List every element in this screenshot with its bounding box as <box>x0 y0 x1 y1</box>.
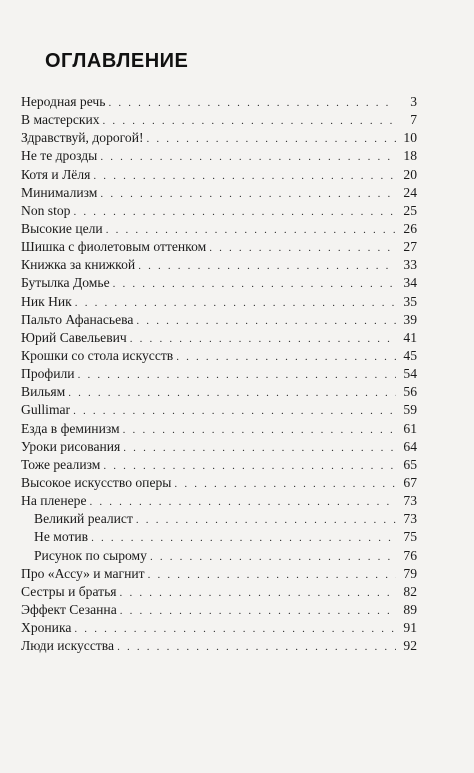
dot-leader <box>78 366 396 384</box>
toc-entry <box>21 220 417 238</box>
dot-leader <box>89 493 396 511</box>
toc-page-number: 75 <box>403 529 417 545</box>
dot-leader <box>150 548 396 566</box>
toc-entry <box>21 438 417 456</box>
dot-leader <box>93 167 396 185</box>
toc-entry-title: Книжка за книжкой <box>21 257 136 273</box>
toc-subentry <box>21 547 417 565</box>
dot-leader <box>74 620 396 638</box>
toc-page-number: 7 <box>410 112 417 128</box>
toc-entry-title: В мастерских <box>21 112 100 128</box>
dot-leader <box>138 257 396 275</box>
toc-entry <box>21 147 417 165</box>
toc-page-number: 20 <box>403 166 417 182</box>
dot-leader <box>209 239 396 257</box>
toc-entry <box>21 184 417 202</box>
toc-page-number: 41 <box>403 329 417 345</box>
toc-entry-title: Пальто Афанасьева <box>21 311 134 327</box>
toc-entry <box>21 311 417 329</box>
toc-entry <box>21 601 417 619</box>
toc-entry <box>21 202 417 220</box>
dot-leader <box>68 384 396 402</box>
toc-entry <box>21 347 417 365</box>
toc-entry-title: Бутылка Домье <box>21 275 110 291</box>
toc-entry-title: Котя и Лёля <box>21 166 91 182</box>
toc-entry-title: Gullimar <box>21 402 71 418</box>
toc-entry-title: Не мотив <box>34 529 89 545</box>
toc-entry <box>21 93 417 111</box>
toc-entry-title: Здравствуй, дорогой! <box>21 130 144 146</box>
toc-page-number: 59 <box>403 402 417 418</box>
dot-leader <box>73 402 396 420</box>
dot-leader <box>100 148 396 166</box>
toc-entry <box>21 365 417 383</box>
dot-leader <box>91 529 396 547</box>
toc-page-number: 65 <box>403 456 417 472</box>
toc-page-number: 35 <box>403 293 417 309</box>
toc-entry <box>21 565 417 583</box>
toc-page-number: 56 <box>403 384 417 400</box>
dot-leader <box>148 566 396 584</box>
toc-page-number: 26 <box>403 220 417 236</box>
toc-entry <box>21 619 417 637</box>
toc-page-number: 39 <box>403 311 417 327</box>
toc-entry <box>21 492 417 510</box>
page-title: ОГЛАВЛЕНИЕ <box>45 50 189 72</box>
dot-leader <box>136 312 396 330</box>
toc-entry-title: Уроки рисования <box>21 438 121 454</box>
toc-subentry <box>21 510 417 528</box>
dot-leader <box>174 475 396 493</box>
toc-entry-title: Не те дрозды <box>21 148 98 164</box>
toc-entry-title: Non stop <box>21 202 71 218</box>
dot-leader <box>73 203 396 221</box>
dot-leader <box>176 348 396 366</box>
dot-leader <box>103 457 396 475</box>
toc-entry-title: На пленере <box>21 493 87 509</box>
toc-entry <box>21 293 417 311</box>
toc-entry-title: Ник Ник <box>21 293 72 309</box>
dot-leader <box>130 330 396 348</box>
toc-entry <box>21 401 417 419</box>
toc-page-number: 64 <box>403 438 417 454</box>
dot-leader <box>123 421 396 439</box>
toc-entry-title: Эффект Сезанна <box>21 601 117 617</box>
dot-leader <box>106 221 396 239</box>
toc-entry-title: Крошки со стола искусств <box>21 347 174 363</box>
toc-entry-title: Высокое искусство оперы <box>21 474 172 490</box>
toc-entry <box>21 274 417 292</box>
toc-entry-title: Люди искусства <box>21 638 115 654</box>
toc-page-number: 54 <box>403 366 417 382</box>
toc-entry <box>21 129 417 147</box>
toc-subentry <box>21 528 417 546</box>
dot-leader <box>108 94 396 112</box>
toc-entry-title: Вильям <box>21 384 66 400</box>
toc-page-number: 89 <box>403 601 417 617</box>
dot-leader <box>120 584 396 602</box>
toc-entry <box>21 637 417 655</box>
toc-page-number: 18 <box>403 148 417 164</box>
toc-page-number: 91 <box>403 620 417 636</box>
toc-page-number: 61 <box>403 420 417 436</box>
toc-entry-title: Езда в феминизм <box>21 420 120 436</box>
toc-entry <box>21 383 417 401</box>
toc-entry-title: Тоже реализм <box>21 456 101 472</box>
toc-entry-title: Минимализм <box>21 184 98 200</box>
toc-entry-title: Про «Ассу» и магнит <box>21 565 145 581</box>
dot-leader <box>120 602 396 620</box>
toc-entry <box>21 420 417 438</box>
toc-entry-title: Хроника <box>21 620 72 636</box>
toc-entry <box>21 111 417 129</box>
toc-entry <box>21 256 417 274</box>
toc-page-number: 10 <box>403 130 417 146</box>
toc-entry <box>21 166 417 184</box>
toc-page-number: 24 <box>403 184 417 200</box>
toc-entry-title: Профили <box>21 366 75 382</box>
toc-page-number: 34 <box>403 275 417 291</box>
toc-page-number: 76 <box>403 547 417 563</box>
toc-entry-title: Неродная речь <box>21 94 106 109</box>
toc-entry <box>21 329 417 347</box>
dot-leader <box>147 130 397 148</box>
toc-page-number: 45 <box>403 347 417 363</box>
toc-page-number: 25 <box>403 202 417 218</box>
toc-entry-title: Высокие цели <box>21 220 103 236</box>
table-of-contents <box>21 93 417 655</box>
toc-entry-title: Рисунок по сырому <box>34 547 147 563</box>
dot-leader <box>123 439 396 457</box>
dot-leader <box>103 112 396 130</box>
dot-leader <box>100 185 396 203</box>
toc-page-number: 67 <box>403 474 417 490</box>
toc-entry-title: Великий реалист <box>34 511 133 527</box>
dot-leader <box>75 294 396 312</box>
toc-page-number: 79 <box>403 565 417 581</box>
dot-leader <box>136 511 396 529</box>
toc-page-number: 73 <box>403 493 417 509</box>
dot-leader <box>113 275 396 293</box>
toc-page-number: 3 <box>410 94 417 109</box>
toc-entry <box>21 583 417 601</box>
toc-page-number: 73 <box>403 511 417 527</box>
toc-entry-title: Сестры и братья <box>21 583 117 599</box>
toc-page-number: 82 <box>403 583 417 599</box>
toc-entry <box>21 238 417 256</box>
toc-entry <box>21 474 417 492</box>
toc-page-number: 27 <box>403 239 417 255</box>
toc-page-number: 33 <box>403 257 417 273</box>
toc-entry-title: Шишка с фиолетовым оттенком <box>21 239 207 255</box>
toc-page-number: 92 <box>403 638 417 654</box>
dot-leader <box>117 638 396 656</box>
toc-entry <box>21 456 417 474</box>
toc-entry-title: Юрий Савельевич <box>21 329 127 345</box>
